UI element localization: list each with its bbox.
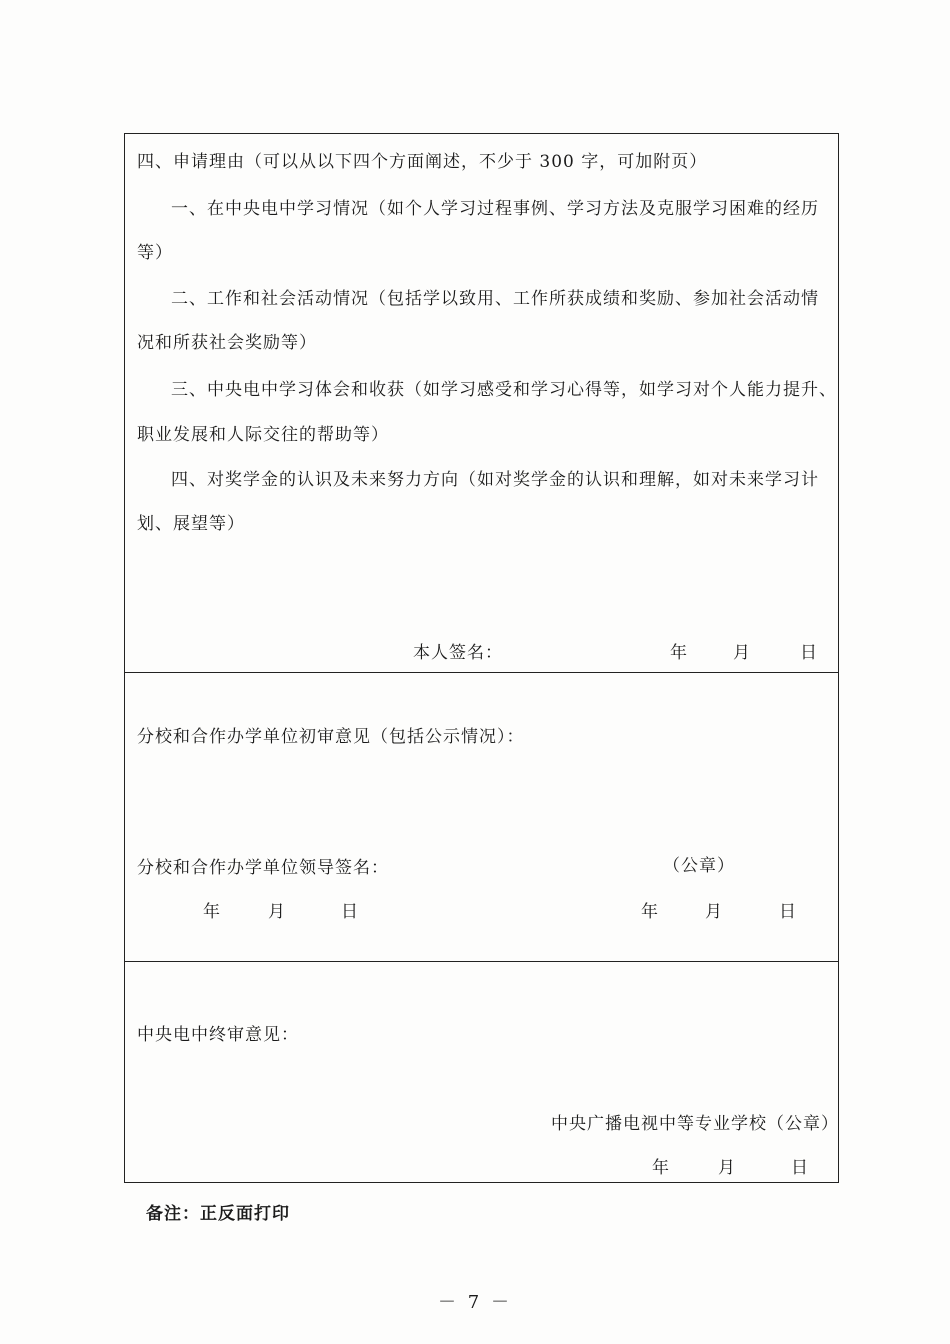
final-date-month: 月 [718,1158,735,1178]
school-seal-label: 中央广播电视中等专业学校（公章） [551,1114,839,1134]
footnote: 备注：正反面打印 [146,1204,290,1224]
section4-item2-line1: 二、工作和社会活动情况（包括学以致用、工作所获成绩和奖励、参加社会活动情 [171,289,819,309]
branch-right-date-year: 年 [641,902,658,922]
applicant-date-year: 年 [670,643,687,663]
final-date-day: 日 [791,1158,808,1178]
section4-heading: 四、申请理由（可以从以下四个方面阐述，不少于 300 字，可加附页） [137,152,708,172]
section4-item3-line2: 职业发展和人际交往的帮助等） [137,425,389,445]
row-divider-1 [125,672,838,673]
applicant-date-month: 月 [733,643,750,663]
branch-opinion-label: 分校和合作办学单位初审意见（包括公示情况）： [137,727,525,747]
branch-seal-label: （公章） [663,856,735,876]
applicant-signature-label: 本人签名： [413,643,503,663]
section4-item1-line1: 一、在中央电中学习情况（如个人学习过程事例、学习方法及克服学习困难的经历 [171,199,819,219]
section4-item4-line1: 四、对奖学金的认识及未来努力方向（如对奖学金的认识和理解，如对未来学习计 [171,470,819,490]
branch-left-date-month: 月 [268,902,285,922]
section4-item1-line2: 等） [137,243,173,263]
branch-left-date-year: 年 [203,902,220,922]
final-opinion-label: 中央电中终审意见： [137,1025,299,1045]
branch-right-date-month: 月 [705,902,722,922]
final-date-year: 年 [652,1158,669,1178]
branch-right-date-day: 日 [779,902,796,922]
applicant-date-day: 日 [800,643,817,663]
section4-item2-line2: 况和所获社会奖励等） [137,333,317,353]
section4-item4-line2: 划、展望等） [137,514,245,534]
branch-leader-signature-label: 分校和合作办学单位领导签名： [137,858,389,878]
application-form-table [124,133,839,1183]
row-divider-2 [125,961,838,962]
section4-item3-line1: 三、中央电中学习体会和收获（如学习感受和学习心得等，如学习对个人能力提升、 [171,380,837,400]
branch-left-date-day: 日 [341,902,358,922]
page-number: － 7 － [438,1292,512,1313]
